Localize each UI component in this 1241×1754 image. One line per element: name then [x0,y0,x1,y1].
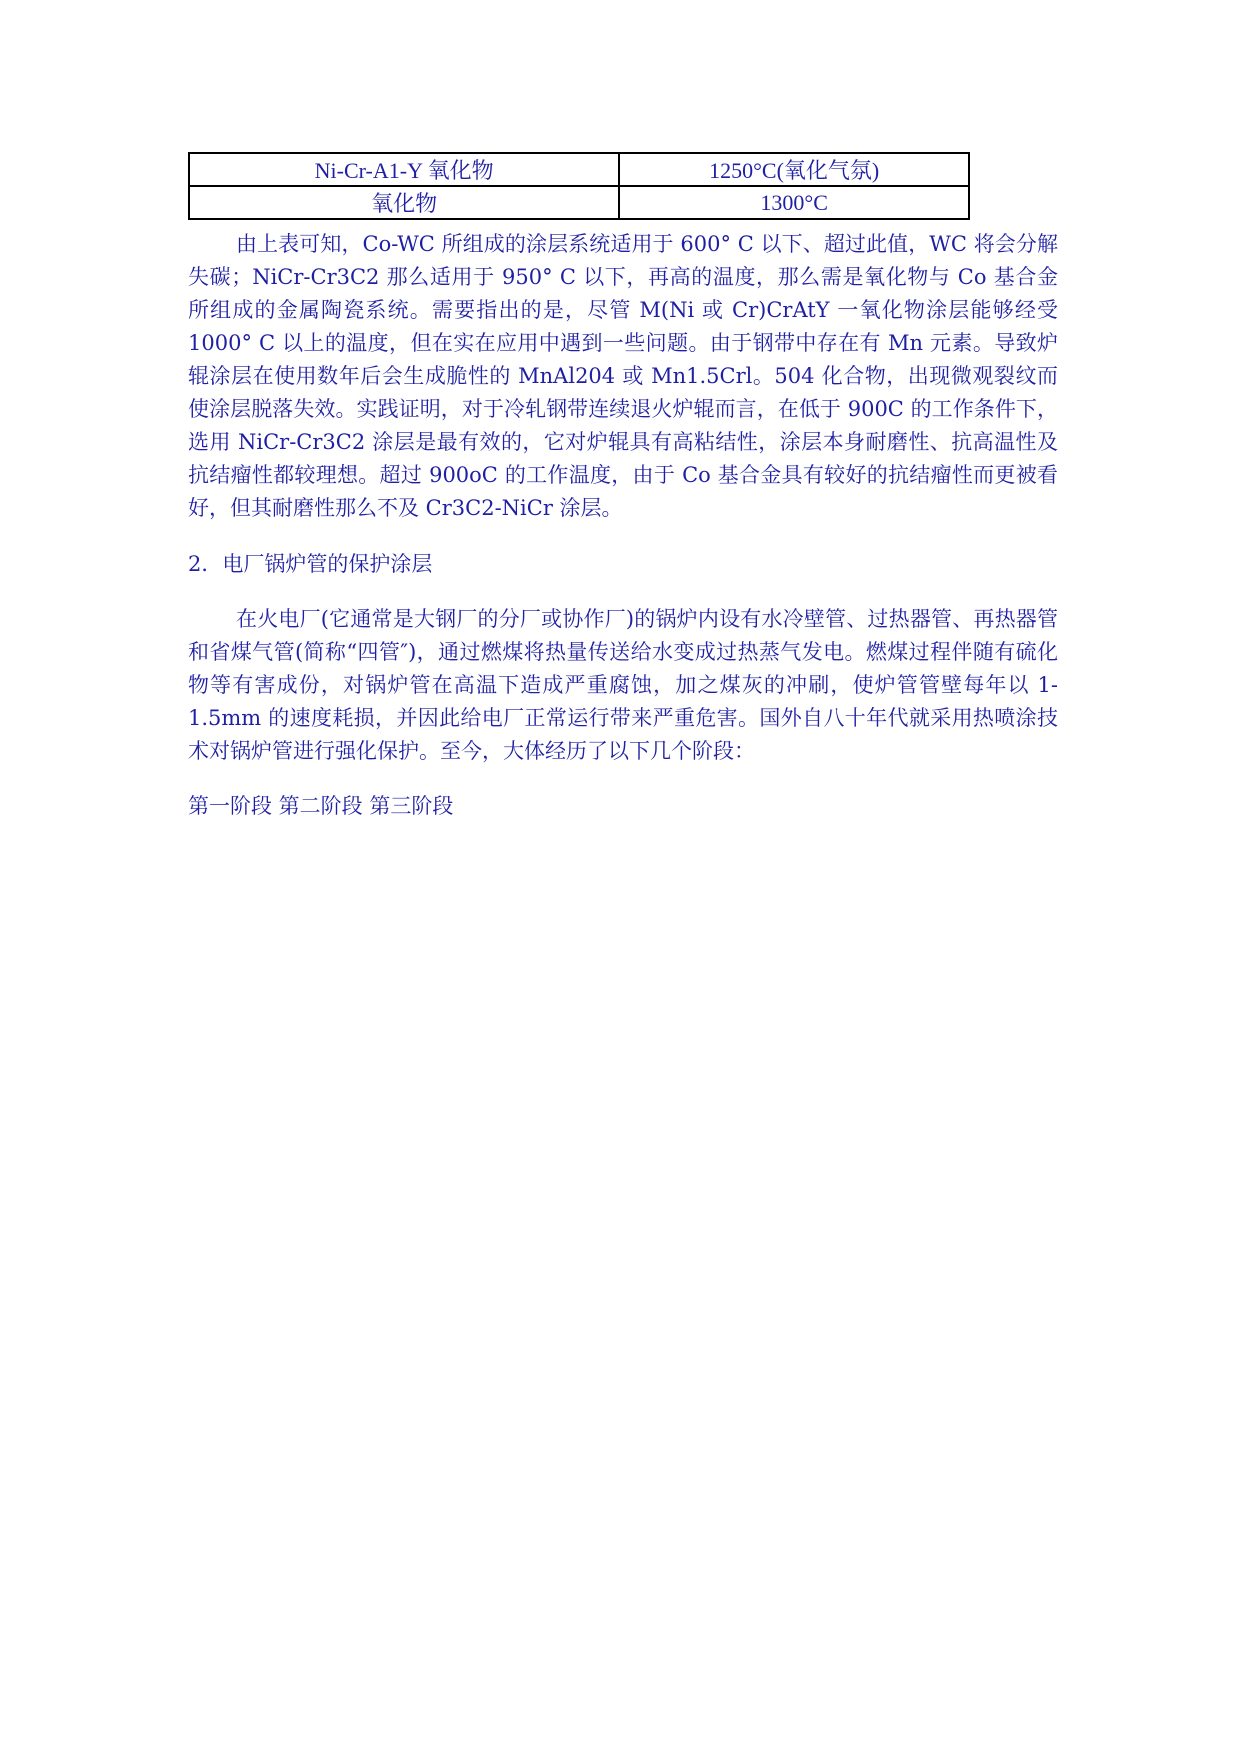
temperature-table [188,152,970,220]
table-cell-temperature: 1250°C(氧化气氛) [619,153,969,186]
table-row [189,186,969,219]
table-cell-temperature: 1300°C [619,186,969,219]
document-content [188,152,1058,823]
section-heading: 2．电厂锅炉管的保护涂层 [188,552,433,576]
body-paragraph-boiler-tubes: 在火电厂(它通常是大钢厂的分厂或协作厂)的锅炉内设有水冷壁管、过热器管、再热器管和省煤气管(简称“四管″)，通过燃煤将热量传送给水变成过热蒸气发电。燃煤过程伴随有硫化物等有害成份，对锅炉管在高温下造成严重腐蚀，加之煤灰的冲刷，使炉管管壁每年以 1-1.5mm 的速度耗损，并因此给电厂正常运行带来严重危害。国外自八十年代就采用热喷涂技术对锅炉管进行强化保护。至今，大体经历了以下几个阶段： [188,607,1058,763]
stages-line: 第一阶段 第二阶段 第三阶段 [188,794,454,818]
table-cell-material: 氧化物 [189,186,619,219]
body-paragraph-coating-temperature: 由上表可知，Co-WC 所组成的涂层系统适用于 600° C 以下、超过此值，WC 将会分解失碳；NiCr-Cr3C2 那么适用于 950° C 以下，再高的温度，那么需是氧化物与 Co 基合金所组成的金属陶瓷系统。需要指出的是，尽管 M(Ni 或 Cr)CrAtY 一氧化物涂层能够经受 1000° C 以上的温度，但在实在应用中遇到一些问题。由于钢带中存在有 Mn 元素。导致炉辊涂层在使用数年后会生成脆性的 MnAl204 或 Mn1.5Crl。504 化合物，出现微观裂纹而使涂层脱落失效。实践证明，对于冷轧钢带连续退火炉辊而言，在低于 900C 的工作条件下，选用 NiCr-Cr3C2 涂层是最有效的，它对炉辊具有高粘结性，涂层本身耐磨性、抗高温性及抗结瘤性都较理想。超过 900oC 的工作温度，由于 Co 基合金具有较好的抗结瘤性而更被看好，但其耐磨性那么不及 Cr3C2-NiCr 涂层。 [188,232,1058,520]
table-cell-material: Ni-Cr-A1-Y 氧化物 [189,153,619,186]
table-row [189,153,969,186]
